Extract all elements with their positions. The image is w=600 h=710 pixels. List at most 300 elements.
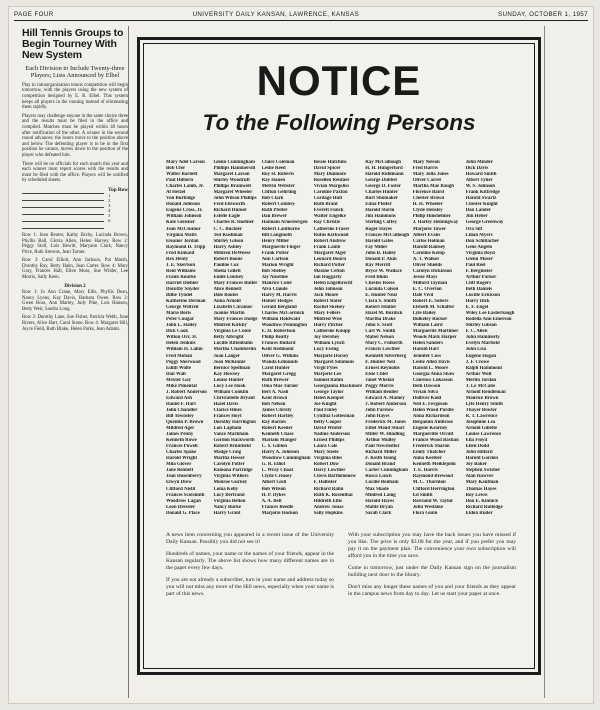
name-entry: Arnold Rendleman bbox=[465, 389, 506, 395]
name-entry: Peggy Morris bbox=[365, 383, 394, 389]
name-entry: Leslie Allen Davis bbox=[412, 359, 450, 365]
name-entry: Andrew Jonas bbox=[313, 504, 344, 510]
footer-paragraph: If you are not already a subscriber, turn in your name and address today so you will not miss any more of the Hill news, especially when your name is part of this news. bbox=[166, 577, 334, 597]
name-entry: Thayer Bowler bbox=[465, 407, 497, 413]
name-entry: Oma Mae Turner bbox=[261, 383, 299, 389]
name-entry: Harold Ruhlmann bbox=[365, 172, 404, 178]
name-entry: Georgia Anna Shaw bbox=[412, 371, 455, 377]
tennis-article bbox=[22, 26, 129, 698]
name-entry: Lilian Myers bbox=[465, 232, 493, 238]
name-entry: Ella Floyd bbox=[465, 438, 488, 444]
name-entry: Peggy Sherwood bbox=[166, 359, 201, 365]
name-entry: James Christy bbox=[261, 407, 292, 413]
name-entry: Roger Hayes bbox=[365, 226, 392, 232]
name-entry: Ruth K. Rosenthal bbox=[313, 492, 353, 498]
article-headline: Hill Tennis Groups to Begin Tourney With New System bbox=[22, 27, 124, 61]
name-entry: Mary Fellers bbox=[313, 311, 341, 317]
name-entry: Lucille Rittenbahn bbox=[213, 341, 253, 347]
name-entry: Darcy Lowther bbox=[313, 468, 346, 474]
article-paragraph: Play in intraorganization tennis competition will begin tomorrow, with the players using the new system of competition designed by E. R. Elbel. This system keeps all players in the running instead of eliminating them rapidly. bbox=[22, 82, 128, 111]
name-entry: Robert Brumfield bbox=[213, 444, 251, 450]
name-entry: Daniel F. Hart bbox=[166, 401, 196, 407]
name-entry: Harold Ramsey bbox=[412, 244, 446, 250]
name-entry: Bulkeley Rocker bbox=[412, 317, 448, 323]
name-entry: Richard Rahn bbox=[313, 486, 344, 492]
name-entry: Helen Wood Purdie bbox=[412, 407, 454, 413]
name-entry: Thomas Hayes bbox=[465, 486, 497, 492]
name-entry: T. Le McCabe bbox=[465, 383, 496, 389]
name-entry: Mary Jolla Jones bbox=[412, 172, 449, 178]
name-entry: Paul Newstedter bbox=[365, 444, 400, 450]
name-entry: Mary Nelson bbox=[412, 160, 440, 165]
name-entry: Joe Knight bbox=[313, 401, 337, 407]
name-entry: Lois Lapham bbox=[213, 426, 242, 432]
name-entry: Sheila Gillett bbox=[213, 268, 241, 274]
name-entry: Mabel Nelson bbox=[365, 335, 394, 341]
name-entry: Eugene Kearney bbox=[412, 426, 448, 432]
name-entry: Laura Cole bbox=[313, 444, 338, 450]
name-entry: Betty Cooper bbox=[313, 420, 342, 426]
name-entry: Marjorie Dorsey bbox=[313, 353, 349, 359]
name-entry: Harold Swartz bbox=[465, 196, 497, 202]
name-entry: Fred Kinkaid bbox=[166, 250, 195, 256]
name-entry: H. H. Hungerford bbox=[365, 166, 403, 172]
name-entry: Robert Combey bbox=[261, 202, 295, 208]
name-entry: Cordage Hull bbox=[313, 196, 342, 202]
name-entry: Don Schlitacher bbox=[465, 238, 500, 244]
name-entry: David Spicer bbox=[313, 166, 341, 172]
name-entry: Lucy Bertrand bbox=[213, 492, 245, 498]
name-entry: Dorothy Snyder bbox=[166, 286, 200, 292]
name-entry: John L. Hailey bbox=[166, 323, 197, 329]
name-entry: Christabelle Bryant bbox=[213, 395, 255, 401]
name-entry: George Taylor bbox=[313, 389, 344, 395]
name-entry: John Wilson Phillips bbox=[213, 196, 257, 202]
round-listing: Row 3: Dorothy Lane, Sue Fisher, Patricia Webb, June Rivers, Alice Hart, Carol Stone. Row 4: Margaret Hill, Joyce Field, Ruth Blake, Helen Parks, Jean Adams. bbox=[22, 315, 128, 332]
name-entry: Miller W. Hindling bbox=[365, 432, 405, 438]
name-entry: John S. Scott bbox=[365, 323, 393, 329]
name-entry: Frances Bullard bbox=[261, 341, 296, 347]
name-entry: Bob Clark bbox=[261, 196, 284, 202]
name-entry: Leslie Reed bbox=[261, 166, 286, 172]
footer-paragraph: Come in tomorrow, just under the Daily Kansan sign on the journalism building next door to the library. bbox=[348, 565, 516, 578]
name-entry: C. S. Giblon bbox=[261, 444, 288, 450]
name-entry: Marjorie Tower bbox=[412, 226, 446, 232]
name-entry: Burt Shumaker bbox=[365, 196, 398, 202]
name-entry: Emily Thatcher bbox=[412, 450, 446, 456]
name-entry: Reid Williams bbox=[166, 268, 196, 274]
name-entry: Vance Markham bbox=[213, 432, 249, 438]
name-entry: Martha Mae Baugh bbox=[412, 184, 454, 190]
bracket-number: 6 bbox=[108, 217, 111, 223]
name-entry: Helen Sanders bbox=[412, 341, 443, 347]
name-entry: Mildred Laing bbox=[365, 492, 396, 498]
name-entry: Joanne Martin bbox=[213, 311, 245, 317]
name-entry: Harold Hayes bbox=[365, 498, 395, 504]
name-entry: Robert Lanthorne bbox=[261, 226, 300, 232]
name-entry: Louise Lawrence bbox=[465, 432, 502, 438]
name-entry: Harry Ashley bbox=[213, 244, 242, 250]
name-entry: Wiley Lee Easterbaugh bbox=[465, 311, 515, 317]
name-entry: Marjorie Lee bbox=[313, 371, 342, 377]
name-entry: Virgil Pyles bbox=[313, 365, 338, 371]
name-entry: David Winter bbox=[313, 426, 343, 432]
name-entry: Helen Kemper bbox=[313, 395, 345, 401]
name-entry: Edward A. Mamey bbox=[365, 395, 405, 401]
name-entry: Catherine Fraser bbox=[313, 226, 350, 232]
name-entry: Virginia Belton bbox=[213, 498, 246, 504]
name-entry: William Laird bbox=[412, 323, 443, 329]
name-entry: Charles McCormick bbox=[261, 311, 305, 317]
name-entry: Harry M. Harris bbox=[261, 293, 297, 299]
names-column bbox=[365, 160, 409, 517]
name-entry: Catherine Knupp bbox=[313, 329, 351, 335]
name-entry: Edward Ash bbox=[166, 395, 192, 401]
name-entry: William Holdwald bbox=[261, 317, 300, 323]
name-entry: Samuel Rahm bbox=[313, 377, 344, 383]
name-entry: Arthur Parker bbox=[465, 274, 497, 280]
name-entry: Harold Gates bbox=[365, 238, 394, 244]
name-entry: Charles Spake bbox=[166, 450, 197, 456]
name-entry: Dan Brewer bbox=[261, 214, 287, 220]
name-entry: L. Wray Choat bbox=[261, 468, 294, 474]
name-entry: Maurice Brown bbox=[465, 395, 499, 401]
names-column bbox=[262, 160, 311, 517]
name-entry: Rodella Ann Emerson bbox=[465, 317, 512, 323]
name-entry: Robert Hunter bbox=[365, 305, 397, 311]
name-entry: Helen Jenkins bbox=[166, 341, 196, 347]
name-entry: Mildred Wise bbox=[313, 317, 342, 323]
name-entry: Harry A. Johnson bbox=[261, 450, 299, 456]
name-entry: E. H. Robertson bbox=[261, 329, 296, 335]
name-entry: A. T. Walker bbox=[412, 256, 440, 262]
name-entry: Walter Barnett bbox=[166, 172, 198, 178]
name-entry: Dorothy Harrington bbox=[213, 420, 256, 426]
name-entry: Bessie Hutchins bbox=[313, 160, 347, 165]
name-entry: Gerald Bergland bbox=[261, 305, 297, 311]
name-entry: Hildreth Ellis bbox=[313, 498, 342, 504]
name-entry: Jim Hammons bbox=[365, 214, 396, 220]
name-entry: Mary Frances Dodge bbox=[213, 317, 258, 323]
name-entry: Phillips Hammersill bbox=[213, 166, 256, 172]
name-entry: Elsie Chlet bbox=[365, 371, 388, 377]
name-entry: Robert E. Sobers bbox=[412, 299, 449, 305]
tournament-bracket bbox=[22, 187, 128, 229]
name-entry: C. C. Buckler bbox=[213, 226, 242, 232]
name-entry: Wanda Edmunds bbox=[261, 359, 298, 365]
name-entry: Mary C. Fulkerth bbox=[365, 341, 403, 347]
name-entry: Clyde Hensley bbox=[412, 208, 443, 214]
name-entry: Mary Steele bbox=[313, 450, 339, 456]
name-entry: Kenneth Chase bbox=[261, 432, 294, 438]
name-entry: Shirley Gibson bbox=[465, 323, 497, 329]
name-entry: Clovis Bartholomew bbox=[313, 474, 357, 480]
name-entry: John Hayes bbox=[365, 413, 390, 419]
name-entry: Mary Dunmore bbox=[313, 172, 347, 178]
name-entry: Benjamin Ambrose bbox=[412, 420, 453, 426]
name-entry: Alice Bennett bbox=[213, 286, 242, 292]
name-entry: John Westlake bbox=[412, 504, 444, 510]
name-entry: Sarah Clark bbox=[365, 510, 392, 516]
name-entry: Leon Dressler bbox=[166, 504, 196, 510]
name-entry: Fred Ellsworth bbox=[213, 202, 246, 208]
name-entry: Georgianna Blackmore bbox=[313, 383, 363, 389]
name-entry: Merlin Jordan bbox=[465, 377, 497, 383]
name-entry: Louise Hunter bbox=[213, 377, 244, 383]
name-entry: Rosellen Reutner bbox=[313, 178, 350, 184]
notice-advertisement bbox=[137, 37, 541, 675]
name-entry: Robert Keener bbox=[261, 426, 293, 432]
name-entry: Raymond D. Tripp bbox=[166, 244, 206, 250]
name-entry: Harriet Diehler bbox=[166, 280, 199, 286]
name-entry: James Penny bbox=[166, 432, 194, 438]
name-entry: Jessie Mays bbox=[412, 274, 438, 280]
name-entry: J. Robert Anderson bbox=[365, 401, 407, 407]
bracket-number: 1 bbox=[108, 192, 111, 198]
name-entry: Max Shade bbox=[365, 486, 389, 492]
name-entry: Mildred Ager bbox=[166, 426, 195, 432]
name-entry: Dan Walt bbox=[166, 371, 186, 377]
name-entry: Frances McCullough bbox=[365, 232, 410, 238]
name-entry: R. T. Lawrence bbox=[465, 413, 498, 419]
name-entry: Mary Adel Carson bbox=[166, 160, 205, 165]
name-entry: Ian Haggarty bbox=[313, 274, 342, 280]
name-entry: Hazel Davis bbox=[213, 401, 239, 407]
name-entry: Philip Hinshelmer bbox=[412, 214, 451, 220]
name-entry: Nadine Anderson bbox=[313, 432, 350, 438]
name-entry: Jay Anselme bbox=[261, 274, 288, 280]
issue-date: SUNDAY, OCTOBER 1, 1957 bbox=[497, 10, 588, 18]
name-entry: Howard Smith bbox=[465, 172, 497, 178]
name-entry: Donald G. Place bbox=[166, 510, 200, 516]
name-entry: Elwyn Drew bbox=[166, 480, 192, 486]
name-entry: Mary Frances Butler bbox=[213, 280, 258, 286]
name-entry: E. Hunter Neal bbox=[365, 293, 397, 299]
name-entry: F. Hollister bbox=[313, 480, 337, 486]
name-entry: Dale Vivil bbox=[412, 293, 434, 299]
name-entry: Ted Kushman bbox=[213, 232, 243, 238]
name-entry: Martha Chamberlin bbox=[213, 347, 256, 353]
name-entry: Margueritte Orcutt bbox=[412, 432, 454, 438]
name-entry: Flora Gunn bbox=[412, 510, 438, 516]
name-entry: Lyle Henry Smith bbox=[465, 401, 503, 407]
name-entry: Betty Albright bbox=[213, 335, 244, 341]
round-listing: Row 1: Jo Ann Crane, Mary Ellis, Phyllis Dean, Nancy Lyons, Kay Davis, Barbara Owen. Row 2: Gwen Ross, Ann Marley, Judy Pike, Lois Hanson, Betty Weir, Sandra Long. bbox=[22, 290, 128, 312]
name-entry: Ethel Maud Stuart bbox=[365, 426, 405, 432]
name-entry: Roy H. Roberts bbox=[261, 172, 295, 178]
name-entry: F. Keith Young bbox=[365, 456, 397, 462]
name-entry: Harold Gordon bbox=[465, 456, 498, 462]
name-entry: Jane Bennett bbox=[166, 468, 194, 474]
name-entry: Francis Wood Bastian bbox=[412, 438, 459, 444]
name-entry: Josephine Lea bbox=[465, 420, 496, 426]
name-entry: Maxine Cetton bbox=[313, 268, 345, 274]
name-entry: Caroline Paxton bbox=[313, 190, 348, 196]
name-entry: Arnold Gillette bbox=[465, 426, 498, 432]
name-entry: Frances Powell bbox=[166, 444, 198, 450]
name-entry: Frank Kittredge bbox=[465, 190, 500, 196]
name-entry: Kent Redmond bbox=[261, 347, 294, 353]
names-column bbox=[413, 160, 463, 517]
name-entry: Rufus Kirkwood bbox=[313, 232, 349, 238]
name-entry: Jennifer Coss bbox=[412, 353, 442, 359]
name-entry: Clifton Gehrling bbox=[261, 190, 297, 196]
name-entry: Lyle Bailey bbox=[412, 311, 436, 317]
bracket-numbers bbox=[108, 187, 128, 229]
name-entry: Harold Storm bbox=[365, 208, 395, 214]
name-entry: Janet Whelan bbox=[365, 377, 395, 383]
name-entry: Chester Reese bbox=[365, 280, 395, 286]
name-entry: Harold Wright bbox=[166, 456, 198, 462]
name-entry: Leonard Bourn bbox=[313, 256, 347, 262]
name-entry: Richard Rutledge bbox=[465, 504, 503, 510]
name-entry: Joy Baker bbox=[465, 462, 487, 468]
name-entry: Carolyn Dickinson bbox=[412, 268, 452, 274]
article-paragraph: There will be no officials for each match this year and each winner must report scores with the results and must be filed with the office. Players will be notified by scheduled sheets. bbox=[22, 161, 128, 184]
name-entry: William Beidler bbox=[365, 389, 399, 395]
footer-paragraph: A news item concerning you appeared in a recent issue of the University Daily Kansan. Possibly you did not see it! bbox=[166, 532, 334, 545]
name-entry: John Johnson bbox=[313, 286, 343, 292]
name-entry: Jean McCleanor bbox=[166, 226, 201, 232]
name-entry: J. E. Skertson bbox=[166, 262, 196, 268]
name-entry: Eugene Hogan bbox=[465, 353, 497, 359]
name-entry: Lucille Bonham bbox=[365, 480, 399, 486]
name-entry: H. P. Dykes bbox=[261, 492, 286, 498]
name-entry: Chester Brown bbox=[412, 196, 445, 202]
name-entry: Melvin Webster bbox=[261, 184, 295, 190]
name-entry: Carter Cunningham bbox=[365, 468, 408, 474]
name-entry: Robert Slater bbox=[313, 299, 342, 305]
name-entry: T. E. Harris bbox=[412, 468, 438, 474]
name-entry: Frank Potter bbox=[261, 250, 289, 256]
name-entry: Margaret Larson bbox=[213, 172, 250, 178]
name-entry: Margaret Simmons bbox=[313, 359, 355, 365]
name-entry: Bob Shelley bbox=[261, 268, 287, 274]
name-entry: Dick Davis bbox=[465, 166, 489, 172]
name-entry: Edith Wolfe bbox=[166, 365, 192, 371]
name-entry: Lucy Ewing bbox=[313, 347, 339, 353]
name-entry: Estelle Eagle bbox=[213, 214, 241, 220]
name-entry: Virginia Matts bbox=[166, 232, 197, 238]
name-entry: Jack Moore bbox=[313, 293, 339, 299]
name-entry: Beth Daniels bbox=[465, 286, 493, 292]
name-entry: Anna Richardson bbox=[412, 413, 450, 419]
name-entry: Ralph Hammond bbox=[465, 365, 502, 371]
division-label: Division 2 bbox=[64, 283, 86, 289]
name-entry: Eleanor Jordan bbox=[166, 238, 199, 244]
name-entry: Joy Hershey bbox=[313, 335, 340, 341]
name-entry: Elsbeth M. Schaffer bbox=[412, 305, 455, 311]
name-entry: Mike Pimental bbox=[166, 383, 197, 389]
name-entry: Kay Howsey bbox=[213, 371, 240, 377]
name-entry: Woods Mark Harper bbox=[412, 335, 457, 341]
name-entry: Kenneth Rowe bbox=[166, 438, 197, 444]
footer-right-column bbox=[348, 532, 516, 658]
name-entry: Virginia Biles bbox=[313, 456, 343, 462]
name-entry: Mildred Kirkby bbox=[213, 323, 247, 329]
name-entry: Ernest Reynolds bbox=[365, 365, 400, 371]
name-entry: Richard Potter bbox=[313, 262, 345, 268]
name-entry: William Lynch bbox=[313, 341, 345, 347]
name-entry: H. H. Wheeler bbox=[412, 202, 443, 208]
name-entry: Mable Bryan bbox=[365, 504, 393, 510]
name-entry: Frank Lamb bbox=[313, 244, 341, 250]
name-entry: Ray Hanen bbox=[261, 178, 286, 184]
name-entry: Paul Finley bbox=[313, 407, 338, 413]
name-entry: Robert Hartley bbox=[261, 413, 294, 419]
name-entry: Joan Langer bbox=[213, 353, 240, 359]
name-entry: Bill Townsley bbox=[166, 413, 194, 419]
name-entry: Robert Andrew bbox=[313, 238, 346, 244]
name-entry: Clara S. Smith bbox=[365, 299, 397, 305]
name-entry: Richard Miller bbox=[365, 450, 397, 456]
name-entry: John B. Hailey bbox=[365, 250, 397, 256]
name-entry: George Dubbel bbox=[365, 178, 397, 184]
name-entry: Carol Hunter bbox=[261, 365, 290, 371]
name-entry: Shirley Woodruff bbox=[213, 178, 250, 184]
name-entry: Clarence Lukasson bbox=[412, 377, 453, 383]
name-entry: Gene Angelo bbox=[465, 244, 493, 250]
bracket-lines bbox=[22, 187, 104, 229]
name-entry: Ellen Dodd bbox=[465, 444, 490, 450]
name-entry: Stephen Swisher bbox=[465, 468, 501, 474]
name-entry: Neil E. Ferguson bbox=[412, 401, 448, 407]
column-rule bbox=[544, 26, 545, 698]
name-entry: Mila Glover bbox=[166, 462, 192, 468]
name-entry: Albert Evans bbox=[412, 232, 441, 238]
name-entry: Donald Brand bbox=[365, 462, 396, 468]
name-entry: Pauline Cox bbox=[213, 262, 239, 268]
division-rounds bbox=[22, 233, 128, 332]
name-entry: Vivian Margoliss bbox=[313, 184, 350, 190]
name-entry: Eldon Ruder bbox=[465, 510, 493, 516]
name-entry: Arthur Wolf bbox=[465, 371, 492, 377]
name-entry: Sally Hopkins bbox=[313, 510, 343, 516]
name-entry: Everett Funck bbox=[313, 208, 344, 214]
name-entry: Florence Baird bbox=[412, 190, 444, 196]
name-entry: Rosco Lusch bbox=[365, 474, 392, 480]
name-entry: Ray Barnes bbox=[261, 420, 286, 426]
name-entry: Caroline Kemp bbox=[412, 250, 445, 256]
bracket-number: 2 bbox=[108, 197, 111, 203]
name-entry: Dale Boutes bbox=[213, 293, 239, 299]
name-entry: Maurice Coler bbox=[261, 280, 293, 286]
name-entry: William Conklin bbox=[213, 389, 249, 395]
name-entry: Claire Coleman bbox=[261, 160, 295, 165]
name-entry: G. R. Elliot bbox=[261, 462, 286, 468]
names-column bbox=[213, 160, 258, 517]
name-entry: Chester Knight bbox=[465, 202, 498, 208]
name-entry: Fred Harris bbox=[412, 166, 438, 172]
bracket-number: 4 bbox=[108, 207, 111, 213]
notice-footer bbox=[166, 532, 516, 658]
name-entry: Marion Wright bbox=[261, 262, 294, 268]
name-entry: Oliver Shields bbox=[412, 262, 443, 268]
name-entry: Lucy Lee Hook bbox=[213, 383, 246, 389]
name-entry: Harold Hart bbox=[412, 347, 439, 353]
name-entry: Philip Beatty bbox=[261, 335, 289, 341]
name-entry: Oliver G. Wilkins bbox=[261, 353, 299, 359]
name-entry: Dolliver Kidd bbox=[412, 395, 442, 401]
name-entry: Peter Cougar bbox=[166, 317, 195, 323]
name-entry: Don E. Kinnick bbox=[465, 498, 499, 504]
name-entry: Francis Lowther bbox=[365, 347, 401, 353]
name-entry: Jean McKinnie bbox=[213, 359, 246, 365]
name-entry: J. Harley Hemingway bbox=[412, 220, 459, 226]
name-entry: Dick Cook bbox=[166, 329, 189, 335]
name-entry: Anna Arnold bbox=[213, 299, 241, 305]
name-entry: Woodrow Cunningham bbox=[261, 456, 311, 462]
